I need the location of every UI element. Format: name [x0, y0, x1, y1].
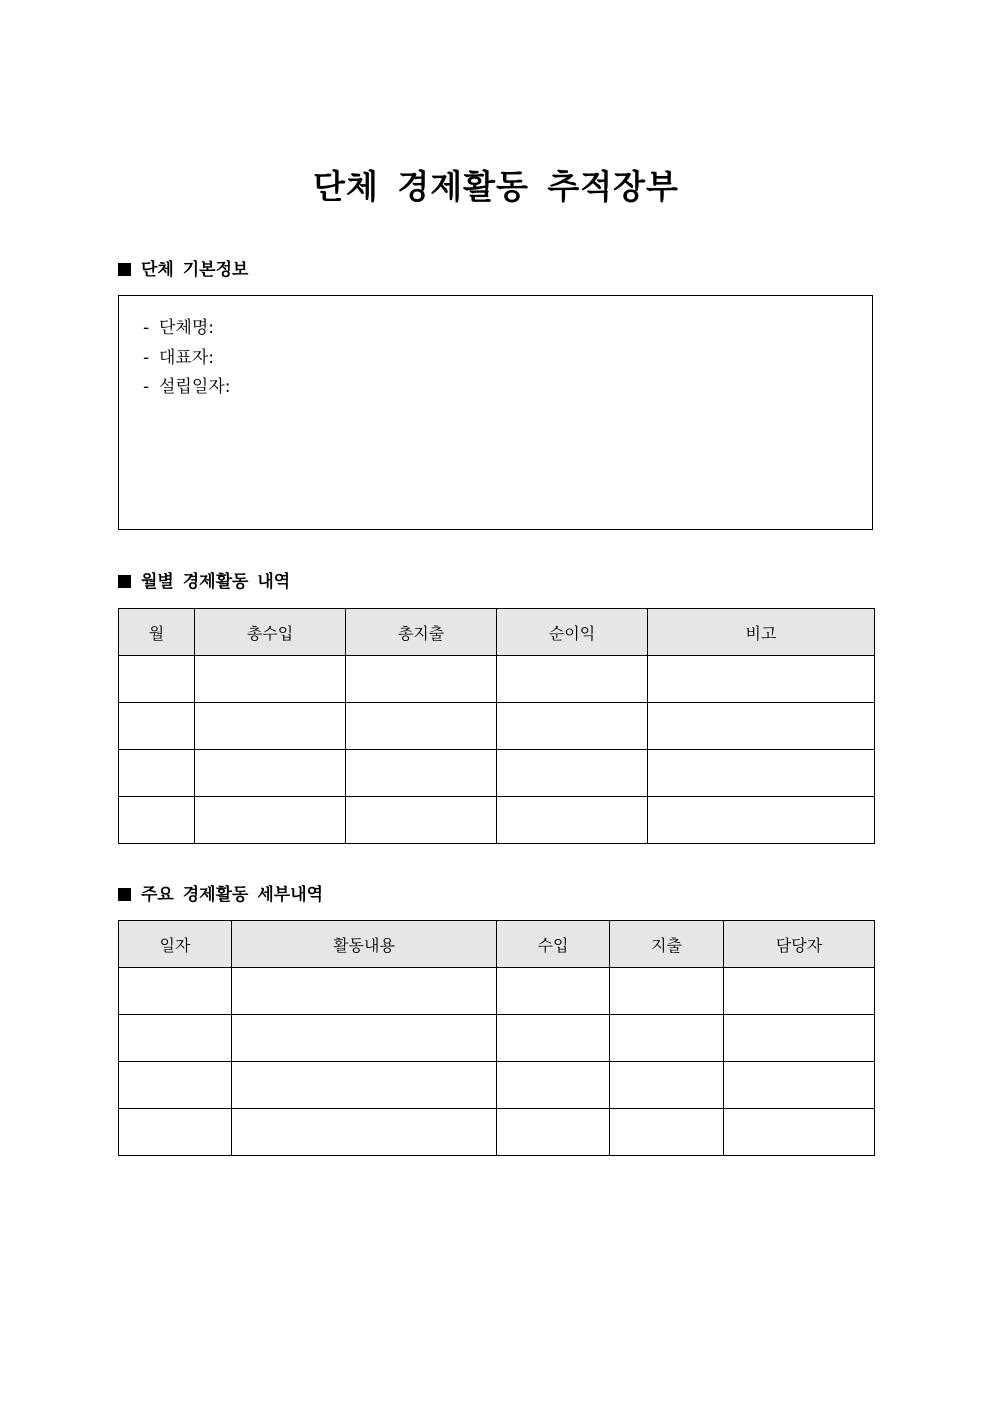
info-line-label: 단체명: — [159, 318, 214, 338]
table-row — [119, 703, 875, 750]
table-row — [119, 968, 875, 1015]
table-cell[interactable] — [497, 750, 648, 797]
table-cell[interactable] — [195, 656, 346, 703]
table-header-row — [119, 921, 875, 968]
dash-bullet: - — [143, 377, 150, 397]
table-header-row — [119, 609, 875, 656]
table-cell[interactable] — [497, 968, 610, 1015]
table-cell[interactable] — [497, 797, 648, 844]
table-cell[interactable] — [724, 1062, 875, 1109]
table-cell[interactable] — [724, 968, 875, 1015]
dash-bullet: - — [143, 318, 150, 338]
column-header-month: 월 — [119, 609, 195, 656]
info-line-label: 대표자: — [159, 347, 214, 368]
info-line-group-name — [143, 314, 872, 344]
table-cell[interactable] — [648, 797, 875, 844]
table-cell[interactable] — [346, 750, 497, 797]
table-cell[interactable] — [195, 703, 346, 750]
table-cell[interactable] — [195, 797, 346, 844]
square-bullet-icon — [118, 263, 131, 276]
table-row — [119, 1109, 875, 1156]
column-header-total-expense: 총지출 — [346, 609, 497, 656]
table-row — [119, 1062, 875, 1109]
column-header-remarks: 비고 — [648, 609, 875, 656]
column-header-net-profit: 순이익 — [497, 609, 648, 656]
table-cell[interactable] — [497, 1062, 610, 1109]
info-line-label: 설립일자: — [159, 377, 231, 397]
table-cell[interactable] — [610, 1015, 724, 1062]
table-cell[interactable] — [119, 1109, 232, 1156]
section-heading-monthly — [118, 570, 290, 594]
table-cell[interactable] — [497, 656, 648, 703]
table-cell[interactable] — [232, 1062, 497, 1109]
table-cell[interactable] — [195, 750, 346, 797]
section-heading-basic-info — [118, 258, 248, 282]
column-header-activity: 활동내용 — [232, 921, 497, 968]
column-header-income: 수입 — [497, 921, 610, 968]
table-cell[interactable] — [648, 703, 875, 750]
details-table — [118, 920, 875, 1156]
table-cell[interactable] — [724, 1109, 875, 1156]
basic-info-box — [118, 295, 873, 530]
table-row — [119, 656, 875, 703]
table-cell[interactable] — [346, 703, 497, 750]
column-header-date: 일자 — [119, 921, 232, 968]
table-cell[interactable] — [119, 968, 232, 1015]
section-heading-label: 주요 경제활동 세부내역 — [141, 885, 324, 905]
table-cell[interactable] — [497, 703, 648, 750]
table-cell[interactable] — [119, 1015, 232, 1062]
table-cell[interactable] — [648, 656, 875, 703]
table-cell[interactable] — [724, 1015, 875, 1062]
square-bullet-icon — [118, 575, 131, 588]
column-header-total-income: 총수입 — [195, 609, 346, 656]
table-cell[interactable] — [119, 797, 195, 844]
dash-bullet: - — [143, 347, 150, 368]
section-heading-details — [118, 883, 323, 907]
table-cell[interactable] — [119, 750, 195, 797]
section-heading-label: 월별 경제활동 내역 — [141, 572, 291, 592]
monthly-table — [118, 608, 875, 844]
table-cell[interactable] — [346, 797, 497, 844]
table-cell[interactable] — [648, 750, 875, 797]
table-cell[interactable] — [610, 1109, 724, 1156]
table-row — [119, 1015, 875, 1062]
info-line-representative — [143, 344, 872, 374]
table-cell[interactable] — [497, 1109, 610, 1156]
column-header-person-in-charge: 담당자 — [724, 921, 875, 968]
table-cell[interactable] — [119, 656, 195, 703]
column-header-expense: 지출 — [610, 921, 724, 968]
square-bullet-icon — [118, 888, 131, 901]
table-cell[interactable] — [346, 656, 497, 703]
table-cell[interactable] — [610, 1062, 724, 1109]
table-cell[interactable] — [497, 1015, 610, 1062]
table-cell[interactable] — [119, 1062, 232, 1109]
table-cell[interactable] — [610, 968, 724, 1015]
info-line-founding-date — [143, 373, 872, 403]
table-cell[interactable] — [119, 703, 195, 750]
table-row — [119, 750, 875, 797]
table-cell[interactable] — [232, 968, 497, 1015]
table-cell[interactable] — [232, 1015, 497, 1062]
table-cell[interactable] — [232, 1109, 497, 1156]
page-title: 단체 경제활동 추적장부 — [313, 167, 679, 206]
table-row — [119, 797, 875, 844]
section-heading-label: 단체 기본정보 — [141, 260, 249, 280]
